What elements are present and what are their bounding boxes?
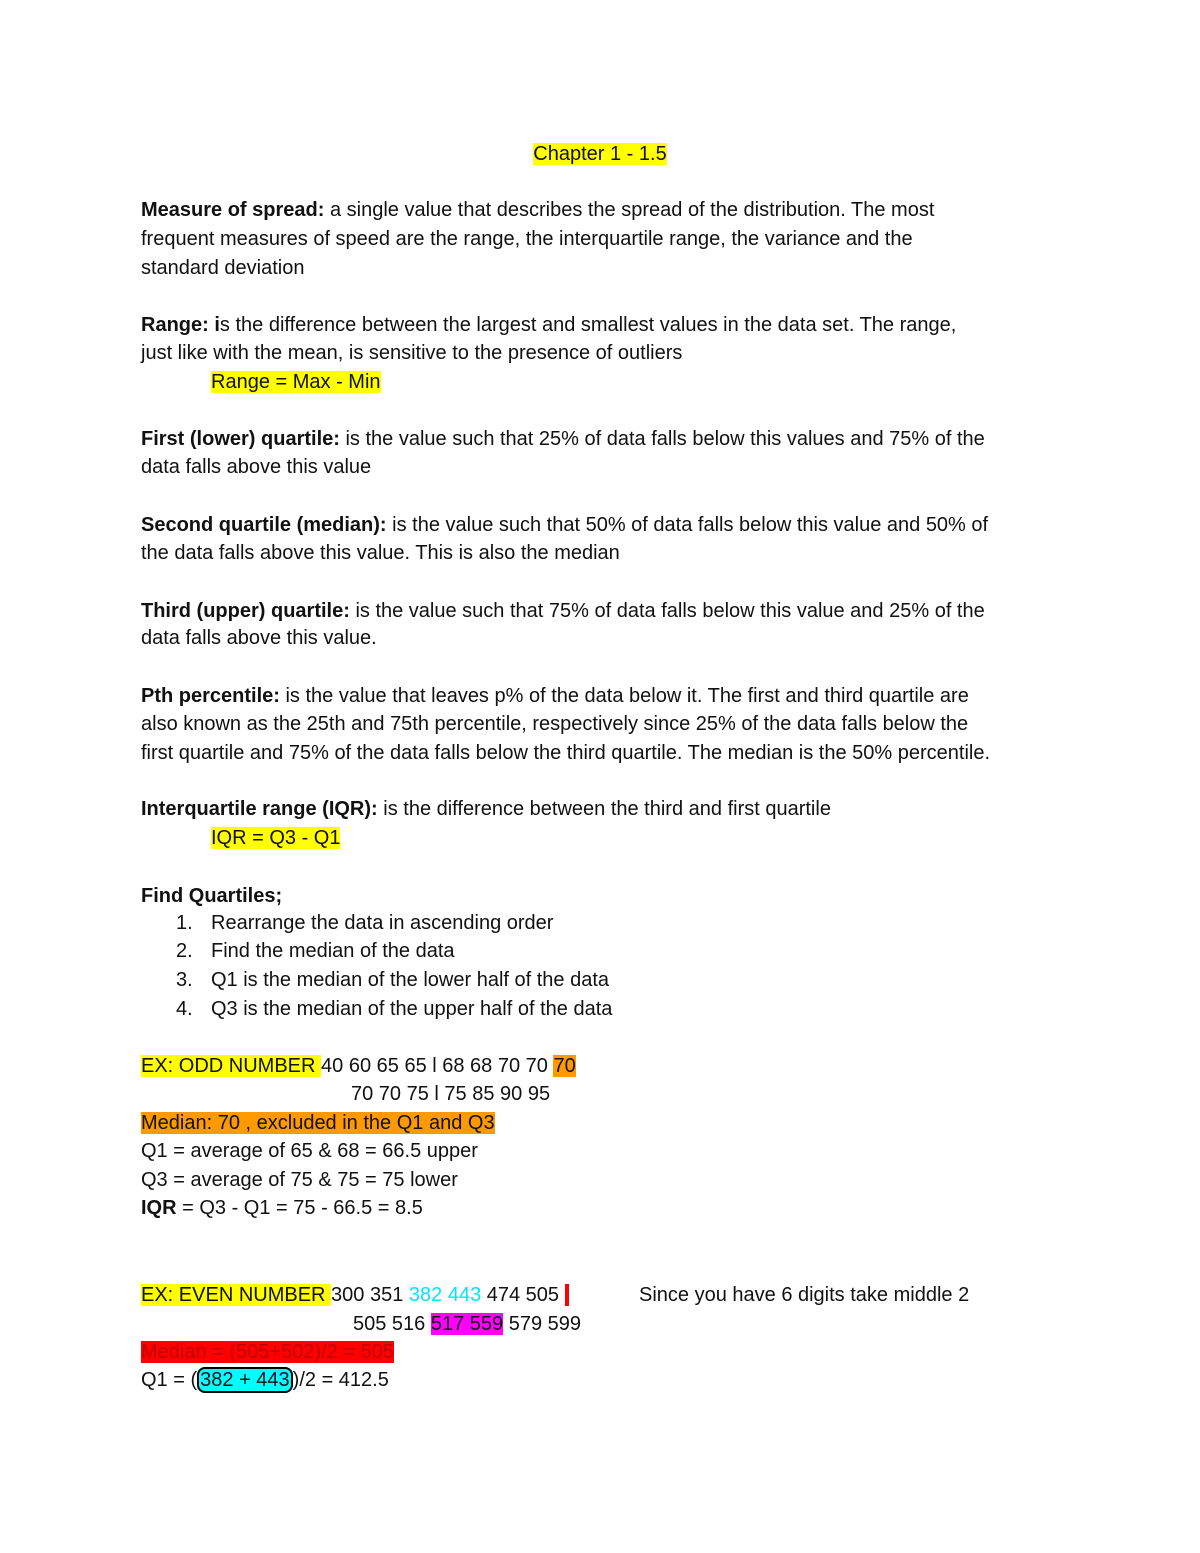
odd-example-row-1: EX: ODD NUMBER 40 60 65 65 l 68 68 70 70 70 xyxy=(141,1055,576,1077)
pth-line-3: first quartile and 75% of the data falls below the third quartile. The median is the 50% percentile. xyxy=(141,742,991,764)
even-divider-mark: l xyxy=(564,1284,570,1306)
odd-median-value: 70 xyxy=(553,1055,576,1077)
spread-term: Measure of spread: xyxy=(141,199,325,221)
even-example-row-2: 505 516 517 559 579 599 xyxy=(353,1313,582,1335)
spread-line-1: Measure of spread: a single value that describes the spread of the distribution. The most xyxy=(141,199,935,221)
list-item: 3. Q1 is the median of the lower half of the data xyxy=(176,969,610,991)
find-heading: Find Quartiles; xyxy=(141,885,283,907)
range-formula: Range = Max - Min xyxy=(211,371,381,393)
odd-iqr-line: IQR = Q3 - Q1 = 75 - 66.5 = 8.5 xyxy=(141,1197,423,1219)
even-example-label: EX: EVEN NUMBER xyxy=(141,1284,332,1306)
odd-example-row-2: 70 70 75 l 75 85 90 95 xyxy=(351,1083,551,1105)
odd-q1-line: Q1 = average of 65 & 68 = 66.5 upper xyxy=(141,1140,478,1162)
even-median-line: Median = (505+502)/2 = 505 xyxy=(141,1341,394,1363)
range-line-2: just like with the mean, is sensitive to the presence of outliers xyxy=(141,342,683,364)
list-item: 2. Find the median of the data xyxy=(176,940,455,962)
q3-line-1: Third (upper) quartile: is the value such that 75% of data falls below this value and 25% of the xyxy=(141,600,985,622)
q1-line-2: data falls above this value xyxy=(141,456,372,478)
q3-line-2: data falls above this value. xyxy=(141,627,377,649)
q1-line-1: First (lower) quartile: is the value such that 25% of data falls below this values and 75% of the xyxy=(141,428,985,450)
even-q1-values: 382 443 xyxy=(408,1284,482,1306)
pth-line-2: also known as the 25th and 75th percentile, respectively since 25% of the data falls below the xyxy=(141,713,969,735)
even-q1-circled-sum: 382 + 443 xyxy=(197,1367,293,1393)
q3-term: Third (upper) quartile: xyxy=(141,600,350,622)
even-note: Since you have 6 digits take middle 2 xyxy=(639,1284,970,1306)
iqr-formula: IQR = Q3 - Q1 xyxy=(211,827,341,849)
q2-line-1: Second quartile (median): is the value such that 50% of data falls below this value and 50% of xyxy=(141,514,989,536)
odd-median-line: Median: 70 , excluded in the Q1 and Q3 xyxy=(141,1112,495,1134)
iqr-term: Interquartile range (IQR): xyxy=(141,798,378,820)
list-item: 4. Q3 is the median of the upper half of the data xyxy=(176,998,613,1020)
q1-term: First (lower) quartile: xyxy=(141,428,340,450)
pth-line-1: Pth percentile: is the value that leaves p% of the data below it. The first and third quartile are xyxy=(141,685,969,707)
pth-term: Pth percentile: xyxy=(141,685,280,707)
list-item: 1. Rearrange the data in ascending order xyxy=(176,912,554,934)
chapter-title xyxy=(0,140,1200,168)
odd-example-label: EX: ODD NUMBER xyxy=(141,1055,322,1077)
q2-term: Second quartile (median): xyxy=(141,514,387,536)
iqr-line-1: Interquartile range (IQR): is the difference between the third and first quartile xyxy=(141,798,831,820)
spread-line-3: standard deviation xyxy=(141,257,305,279)
range-term: Range: i xyxy=(141,314,220,336)
even-example-row-1: EX: EVEN NUMBER 300 351 382 443 474 505 l xyxy=(141,1284,570,1306)
spread-line-2: frequent measures of speed are the range, the interquartile range, the variance and the xyxy=(141,228,913,250)
even-q1-line: Q1 = ( 382 + 443 )/2 = 412.5 xyxy=(141,1369,389,1391)
even-q3-values: 517 559 xyxy=(430,1313,504,1335)
q2-line-2: the data falls above this value. This is also the median xyxy=(141,542,620,564)
range-line-1: Range: is the difference between the largest and smallest values in the data set. The range, xyxy=(141,314,957,336)
odd-q3-line: Q3 = average of 75 & 75 = 75 lower xyxy=(141,1169,458,1191)
chapter-title-text: Chapter 1 - 1.5 xyxy=(533,143,667,165)
